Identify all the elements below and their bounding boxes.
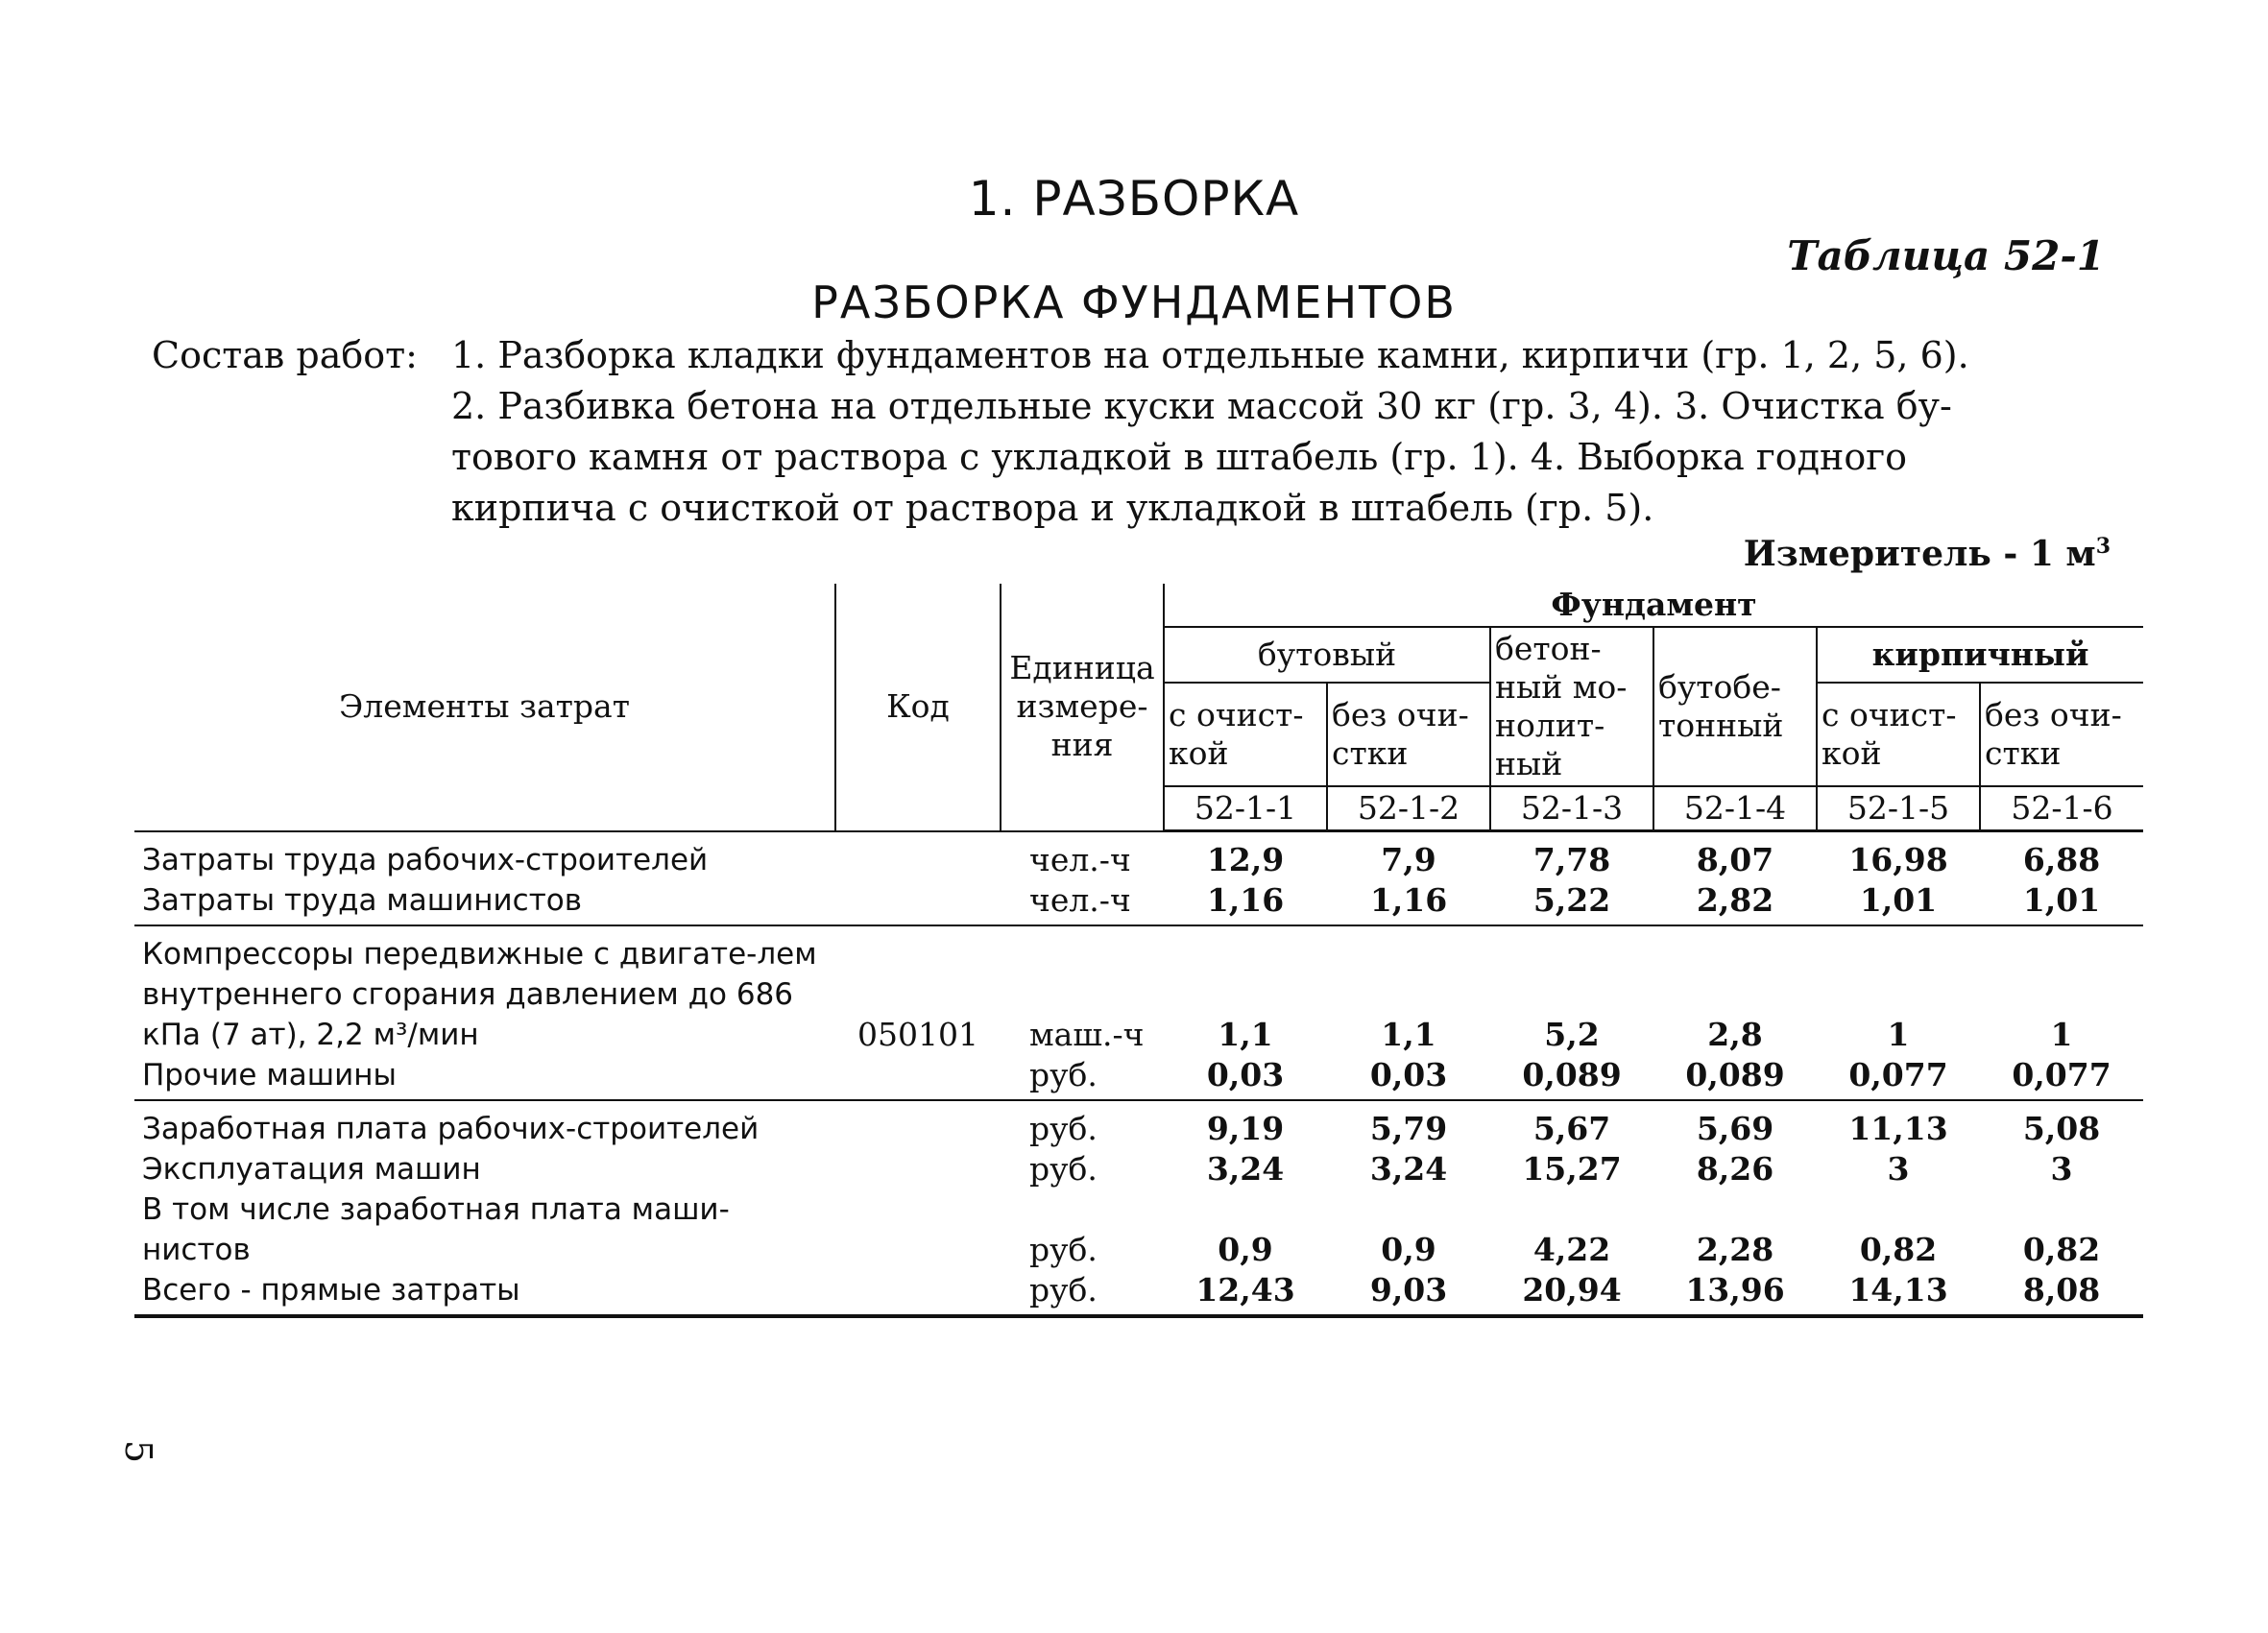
measurement-unit-power: 3: [2095, 534, 2111, 559]
row-code: [835, 880, 1001, 925]
header-butovy: бутовый: [1164, 627, 1490, 683]
composition-line: тового камня от раствора с укладкой в штабель (гр. 1). 4. Выборка годного: [451, 436, 1908, 478]
row-value: 4,22: [1532, 1231, 1611, 1268]
row-value: 0,077: [1980, 1055, 2143, 1100]
row-value: 9,19: [1206, 1110, 1285, 1147]
work-composition: [152, 330, 2120, 534]
measurement-unit-text: Измеритель - 1 м: [1743, 534, 2096, 574]
row-unit: руб.: [1029, 1110, 1098, 1147]
table-row: [134, 1100, 2143, 1149]
row-name: Затраты труда машинистов: [134, 880, 835, 925]
row-value: 1,01: [1817, 880, 1980, 925]
work-composition-text: [451, 330, 2120, 534]
row-value: 9,03: [1327, 1270, 1490, 1316]
row-value: 1: [2050, 1016, 2073, 1053]
composition-line: 2. Разбивка бетона на отдельные куски массой 30 кг (гр. 3, 4). 3. Очистка бу-: [451, 385, 1952, 427]
row-value: 14,13: [1817, 1270, 1980, 1316]
row-value: 0,82: [2022, 1231, 2101, 1268]
row-value: 1,16: [1327, 880, 1490, 925]
row-value: 12,9: [1206, 841, 1285, 878]
table-body: [134, 831, 2143, 1317]
row-unit: чел.-ч: [1001, 880, 1164, 925]
row-unit: руб.: [1029, 1150, 1098, 1188]
header-code-col: 52-1-3: [1490, 786, 1653, 831]
table-row: [134, 1189, 2143, 1270]
row-value: 0,089: [1653, 1055, 1817, 1100]
row-value: 0,82: [1859, 1231, 1938, 1268]
row-unit: руб.: [1001, 1055, 1164, 1100]
row-value: 5,22: [1490, 880, 1653, 925]
row-value: 0,077: [1817, 1055, 1980, 1100]
table-row: [134, 1270, 2143, 1316]
header-code-col: 52-1-4: [1653, 786, 1817, 831]
row-value: 5,67: [1532, 1110, 1611, 1147]
header-code-col: 52-1-1: [1164, 786, 1327, 831]
row-value: 0,03: [1327, 1055, 1490, 1100]
row-value: 12,43: [1164, 1270, 1327, 1316]
row-value: 2,82: [1653, 880, 1817, 925]
row-value: 0,089: [1490, 1055, 1653, 1100]
row-value: 15,27: [1522, 1150, 1622, 1188]
header-unit-line2: измере-ния: [1016, 687, 1148, 764]
row-value: 7,78: [1532, 841, 1611, 878]
page-number: 5: [117, 1439, 160, 1464]
row-value: 6,88: [2022, 841, 2101, 878]
row-value: 5,79: [1369, 1110, 1448, 1147]
header-code: Код: [835, 584, 1001, 831]
row-value: 8,07: [1696, 841, 1774, 878]
row-value: 1,1: [1381, 1016, 1436, 1053]
row-value: 20,94: [1490, 1270, 1653, 1316]
row-name: Компрессоры передвижные с двигате-лем внутреннего сгорания давлением до 686 кПа (7 ат), 2,2 м³/мин: [142, 937, 817, 1052]
row-value: 1,16: [1164, 880, 1327, 925]
table-header: [134, 584, 2143, 831]
row-value: 1: [1887, 1016, 1910, 1053]
row-value: 7,9: [1381, 841, 1436, 878]
row-value: 3,24: [1369, 1150, 1448, 1188]
row-code: [835, 831, 1001, 881]
row-name: Затраты труда рабочих-строителей: [142, 843, 709, 877]
row-value: 0,9: [1218, 1231, 1273, 1268]
row-code: [835, 1100, 1001, 1149]
cost-table: [134, 584, 2143, 1318]
header-kirpich-clean: с очист-кой: [1817, 683, 1980, 786]
row-value: 8,08: [1980, 1270, 2143, 1316]
row-name: В том числе заработная плата маши-нистов: [142, 1192, 730, 1267]
row-value: 2,28: [1696, 1231, 1774, 1268]
row-unit: руб.: [1029, 1231, 1098, 1268]
row-value: 5,69: [1696, 1110, 1774, 1147]
row-unit: чел.-ч: [1029, 841, 1131, 878]
composition-line: 1. Разборка кладки фундаментов на отдельные камни, кирпичи (гр. 1, 2, 5, 6).: [451, 334, 1969, 376]
row-value: 2,8: [1707, 1016, 1763, 1053]
row-value: 5,2: [1544, 1016, 1600, 1053]
row-code: [835, 1189, 1001, 1270]
header-kirpich: кирпичный: [1817, 627, 2143, 683]
header-elements: Элементы затрат: [134, 584, 835, 831]
table-row: [134, 1055, 2143, 1100]
row-value: 1,01: [1980, 880, 2143, 925]
composition-line: кирпича с очисткой от раствора и укладкой в штабель (гр. 5).: [451, 487, 1654, 529]
row-code: [835, 1055, 1001, 1100]
table-row: [134, 831, 2143, 881]
header-code-col: 52-1-2: [1327, 786, 1490, 831]
table-title: РАЗБОРКА ФУНДАМЕНТОВ: [811, 276, 1457, 328]
row-value: 5,08: [2022, 1110, 2101, 1147]
row-unit: маш.-ч: [1029, 1016, 1145, 1053]
header-foundation: Фундамент: [1164, 584, 2143, 627]
header-code-col: 52-1-5: [1817, 786, 1980, 831]
row-name: Эксплуатация машин: [142, 1152, 481, 1187]
row-value: 0,9: [1381, 1231, 1436, 1268]
header-butovy-noclean: без очи-стки: [1327, 683, 1490, 786]
row-value: 3: [1887, 1150, 1910, 1188]
row-name: Всего - прямые затраты: [134, 1270, 835, 1316]
table-row: [134, 1149, 2143, 1189]
header-butobeton: бутобе-тонный: [1653, 627, 1817, 786]
row-value: 16,98: [1848, 841, 1948, 878]
header-code-col: 52-1-6: [1980, 786, 2143, 831]
header-unit-line1: Единица: [1009, 649, 1155, 687]
row-value: 0,03: [1164, 1055, 1327, 1100]
header-butovy-clean: с очист-кой: [1164, 683, 1327, 786]
row-code: 050101: [857, 1016, 978, 1053]
row-value: 3,24: [1206, 1150, 1285, 1188]
table-number: Таблица 52-1: [1787, 232, 2105, 279]
row-value: 1,1: [1218, 1016, 1273, 1053]
row-unit: руб.: [1001, 1270, 1164, 1316]
row-code: [835, 1149, 1001, 1189]
row-value: 3: [2050, 1150, 2073, 1188]
row-value: 13,96: [1653, 1270, 1817, 1316]
work-composition-label: Состав работ:: [152, 334, 418, 376]
row-value: 8,26: [1696, 1150, 1774, 1188]
header-beton: бетон-ный мо-нолит-ный: [1490, 627, 1653, 786]
row-name: Прочие машины: [134, 1055, 835, 1100]
row-name: Заработная плата рабочих-строителей: [142, 1112, 760, 1146]
table-row: [134, 925, 2143, 1055]
section-title: 1. РАЗБОРКА: [968, 171, 1300, 227]
row-code: [835, 1270, 1001, 1316]
header-kirpich-noclean: без очи-стки: [1980, 683, 2143, 786]
header-unit: [1001, 584, 1164, 831]
measurement-unit: [1744, 534, 2111, 574]
row-value: 11,13: [1848, 1110, 1948, 1147]
table-row: [134, 880, 2143, 925]
